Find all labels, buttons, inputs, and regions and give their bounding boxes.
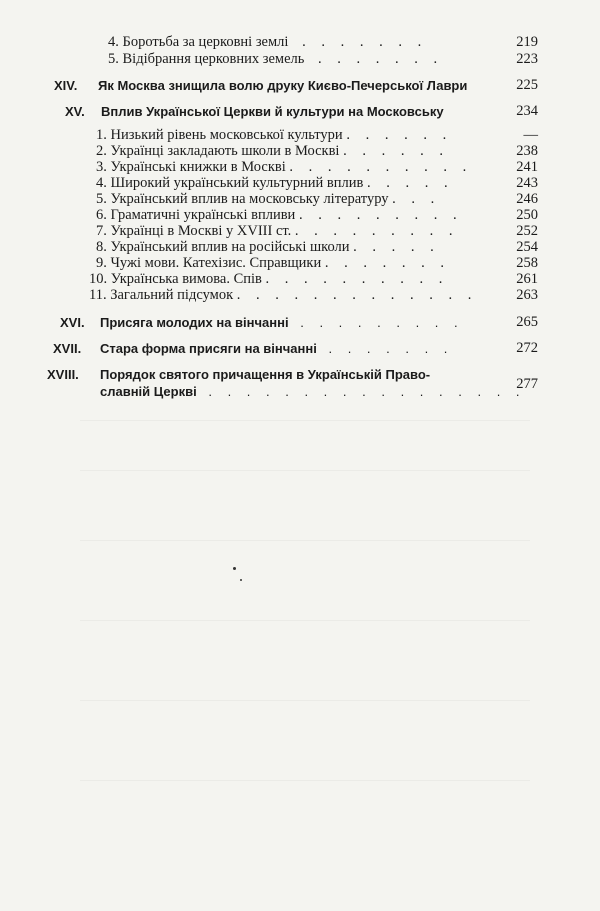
section-number: XV. [65,104,85,119]
leader-dots: . . . . . . . [317,51,444,67]
entry-label: 6. Граматичні українські впливи [96,207,296,223]
leader-dots: . . . . . . [346,127,453,143]
leader-dots: . . . [392,191,441,207]
leader-dots: . . . . . . . . . [298,207,463,223]
entry-label: 9. Чужі мови. Катехізис. Справщики [96,255,322,271]
section-number: XIV. [54,78,78,93]
leader-dots: . . . . . . . . . . . . . [236,287,478,303]
page-number: 234 [516,103,538,119]
entry-label: 5. Український вплив на московську літературу [96,191,389,207]
ink-speck [240,579,242,581]
bleed-through-line [80,620,530,621]
page-number: 252 [516,223,538,239]
leader-dots: . . . . . . . [328,341,454,356]
leader-dots: . . . . . . . [324,255,450,271]
toc-entry [96,143,449,160]
section-heading [65,103,444,120]
page-number: 246 [516,191,538,207]
page-number: 254 [516,239,538,255]
section-title: Вплив Української Церкви й культури на Московську [101,104,444,119]
toc-entry [96,239,440,256]
section-title: Порядок святого причащення в Українській Право- [100,367,431,382]
section-title: славній Церкві [100,384,197,399]
toc-entry [96,159,472,176]
bleed-through-line [80,470,530,471]
page-number: 258 [516,255,538,271]
toc-entry [96,223,459,240]
section-title: Стара форма присяги на вінчанні [100,341,317,356]
leader-dots: . . . . . . . . . . . . . . . . . [208,384,526,399]
leader-dots: . . . . . . . . . [294,223,459,239]
bleed-through-line [80,540,530,541]
ink-speck [233,567,236,570]
section-number: XVII. [53,341,82,356]
section-heading-continuation [100,383,526,400]
page-number: — [523,127,538,143]
leader-dots: . . . . . . . . . . [265,271,449,287]
page-number: 277 [516,376,538,392]
section-heading [60,314,464,331]
page-number: 241 [516,159,538,175]
section-title: Як Москва знищила волю друку Києво-Печерської Лаври [98,78,468,93]
toc-entry [96,207,463,224]
page-number: 272 [516,340,538,356]
bleed-through-line [80,420,530,421]
section-heading [47,366,430,383]
page-number: 219 [516,34,538,50]
toc-entry [96,175,454,192]
section-number: XVIII. [47,367,79,382]
toc-entry [108,51,443,68]
page-number: 265 [516,314,538,330]
entry-label: 1. Низький рівень московської культури [96,127,343,143]
entry-label: 8. Український вплив на російські школи [96,239,350,255]
toc-entry [96,127,452,144]
leader-dots: . . . . . . . . . . [289,159,473,175]
page-number: 238 [516,143,538,159]
leader-dots: . . . . . . . . . [300,315,464,330]
bleed-through-line [80,700,530,701]
section-number: XVI. [60,315,85,330]
page-number: 263 [516,287,538,303]
page-number: 250 [516,207,538,223]
leader-dots: . . . . . [366,175,454,191]
toc-entry [108,34,427,51]
toc-entry [89,271,448,288]
entry-label: 5. Відібрання церковних земель [108,51,305,67]
entry-label: 11. Загальний підсумок [89,287,234,303]
section-title: Присяга молодих на вінчанні [100,315,289,330]
page-number: 243 [516,175,538,191]
toc-entry [96,255,450,272]
entry-label: 10. Українська вимова. Спів [89,271,262,287]
entry-label: 3. Українські книжки в Москві [96,159,286,175]
leader-dots: . . . . . [353,239,440,255]
page-number: 261 [516,271,538,287]
entry-label: 4. Боротьба за церковні землі [108,34,289,50]
leader-dots: . . . . . . . [302,34,428,50]
entry-label: 4. Широкий український культурний вплив [96,175,364,191]
section-heading [53,340,453,357]
entry-label: 2. Українці закладають школи в Москві [96,143,340,159]
page-number: 225 [516,77,538,93]
toc-entry [96,191,440,208]
bleed-through-line [80,780,530,781]
page-number: 223 [516,51,538,67]
leader-dots: . . . . . . [343,143,449,159]
section-heading [54,77,467,94]
toc-entry [89,287,477,304]
entry-label: 7. Українці в Москві у XVIII ст. [96,223,292,239]
